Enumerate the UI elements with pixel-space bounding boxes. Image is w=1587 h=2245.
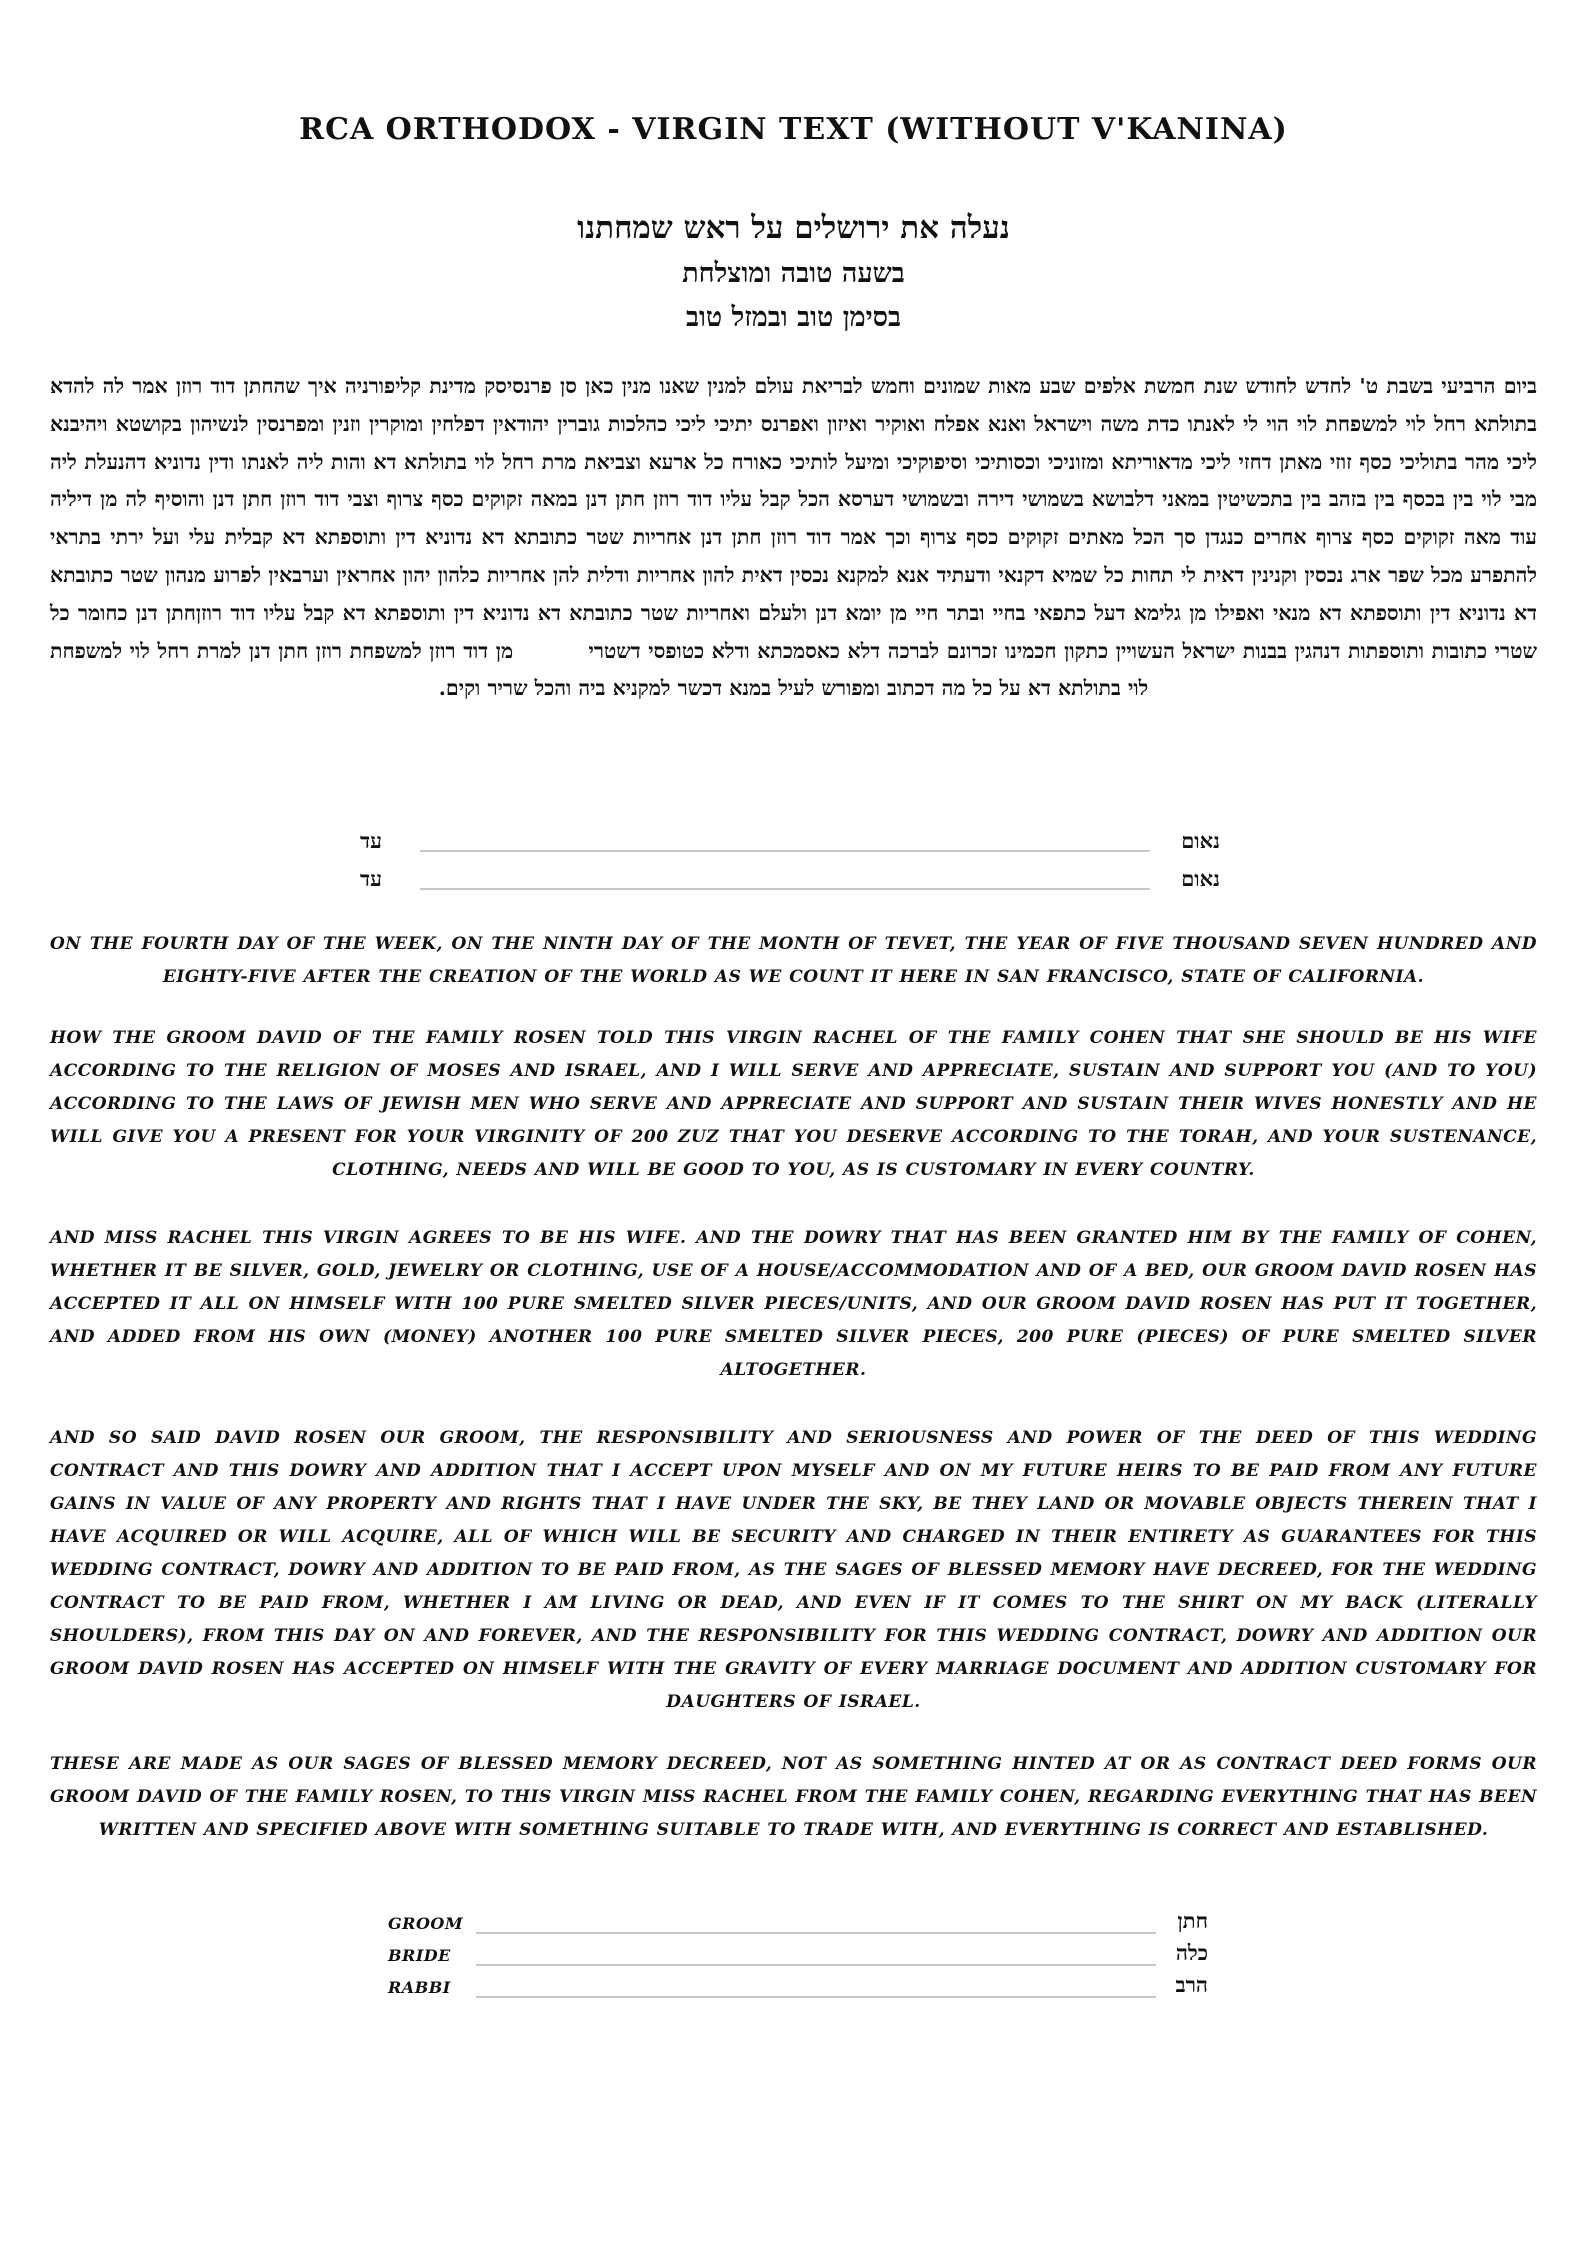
rabbi-signature-line[interactable] <box>476 1996 1156 1998</box>
signature-label-hebrew: הרב <box>1175 1972 1208 1997</box>
english-paragraph-closing: THESE ARE MADE AS OUR SAGES OF BLESSED MEMORY DECREED, NOT AS SOMETHING HINTED AT OR AS CONTRACT DEED FORMS OUR GROOM DAVID OF THE FAMILY ROSEN, TO THIS VIRGIN MISS RACHEL FROM THE FAMILY COHEN, REGARDING EVERYTHING THAT HAS BEEN WRITTEN AND SPECIFIED ABOVE WITH SOMETHING SUITABLE TO TRADE WITH, AND EVERYTHING IS CORRECT AND ESTABLISHED. <box>50 1754 1537 1840</box>
hebrew-body-tail: מן דוד רוזן למשפחת רוזן חתן דנן למרת רחל לוי למשפחת לוי בתולתא דא על כל מה דכתוב ומפורש לעיל במנא דכשר למקניא ביה והכל שריר וקים. <box>50 638 1149 701</box>
hebrew-heading-line-3: בסימן טוב ובמזל טוב <box>685 302 902 333</box>
english-paragraph-dowry: AND MISS RACHEL THIS VIRGIN AGREES TO BE HIS WIFE. AND THE DOWRY THAT HAS BEEN GRANTED HIM BY THE FAMILY OF COHEN, WHETHER IT BE SILVER, GOLD, JEWELRY OR CLOTHING, USE OF A HOUSE/ACCOMMODATION AND OF A BED, OUR GROOM DAVID ROSEN HAS ACCEPTED IT ALL ON HIMSELF WITH 100 PURE SMELTED SILVER PIECES/UNITS, AND OUR GROOM DAVID ROSEN HAS PUT IT TOGETHER, AND ADDED FROM HIS OWN (MONEY) ANOTHER 100 PURE SMELTED SILVER PIECES, 200 PURE (PIECES) OF PURE SMELTED SILVER ALTOGETHER. <box>50 1228 1537 1380</box>
english-paragraph-date: ON THE FOURTH DAY OF THE WEEK, ON THE NINTH DAY OF THE MONTH OF TEVET, THE YEAR OF FIVE THOUSAND SEVEN HUNDRED AND EIGHTY-FIVE AFTER THE CREATION OF THE WORLD AS WE COUNT IT HERE IN SAN FRANCISCO, STATE OF CALIFORNIA. <box>50 934 1537 987</box>
witness-name-label: נאום <box>1181 866 1220 891</box>
hebrew-heading-line-2: בשעה טובה ומוצלחת <box>682 258 905 289</box>
signature-label-hebrew: כלה <box>1175 1940 1208 1965</box>
signature-label-english: BRIDE <box>388 1946 451 1965</box>
english-paragraph-responsibility: AND SO SAID DAVID ROSEN OUR GROOM, THE RESPONSIBILITY AND SERIOUSNESS AND POWER OF THE DEED OF THIS WEDDING CONTRACT AND THIS DOWRY AND ADDITION THAT I ACCEPT UPON MYSELF AND ON MY FUTURE HEIRS TO BE PAID FROM ANY FUTURE GAINS IN VALUE OF ANY PROPERTY AND RIGHTS THAT I HAVE UNDER THE SKY, BE THEY LAND OR MOVABLE OBJECTS THEREIN THAT I HAVE ACQUIRED OR WILL ACQUIRE, ALL OF WHICH WILL BE SECURITY AND CHARGED IN THEIR ENTIRETY AS GUARANTEES FOR THIS WEDDING CONTRACT, DOWRY AND ADDITION TO BE PAID FROM, AS THE SAGES OF BLESSED MEMORY HAVE DECREED, FOR THE WEDDING CONTRACT TO BE PAID FROM, WHETHER I AM LIVING OR DEAD, AND EVEN IF IT COMES TO THE SHIRT ON MY BACK (LITERALLY SHOULDERS), FROM THIS DAY ON AND FOREVER, AND THE RESPONSIBILITY FOR THIS WEDDING CONTRACT, DOWRY AND ADDITION OUR GROOM DAVID ROSEN HAS ACCEPTED ON HIMSELF WITH THE GRAVITY OF EVERY MARRIAGE DOCUMENT AND ADDITION CUSTOMARY FOR DAUGHTERS OF ISRAEL. <box>50 1428 1537 1712</box>
witness-signature-line[interactable] <box>420 850 1150 852</box>
signature-label-hebrew: חתן <box>1177 1908 1208 1933</box>
document-title: RCA ORTHODOX - VIRGIN TEXT (WITHOUT V'KANINA) <box>299 112 1288 147</box>
hebrew-heading-line-1: נעלה את ירושלים על ראש שמחתנו <box>577 210 1010 246</box>
signature-label-english: GROOM <box>388 1914 464 1933</box>
witness-label: עד <box>360 828 382 853</box>
bride-signature-line[interactable] <box>476 1964 1156 1966</box>
signature-label-english: RABBI <box>388 1978 451 1997</box>
english-paragraph-proposal: HOW THE GROOM DAVID OF THE FAMILY ROSEN TOLD THIS VIRGIN RACHEL OF THE FAMILY COHEN THAT SHE SHOULD BE HIS WIFE ACCORDING TO THE RELIGION OF MOSES AND ISRAEL, AND I WILL SERVE AND APPRECIATE, SUSTAIN AND SUPPORT YOU (AND TO YOU) ACCORDING TO THE LAWS OF JEWISH MEN WHO SERVE AND APPRECIATE AND SUPPORT AND SUSTAIN THEIR WIVES HONESTLY AND HE WILL GIVE YOU A PRESENT FOR YOUR VIRGINITY OF 200 ZUZ THAT YOU DESERVE ACCORDING TO THE TORAH, AND YOUR SUSTENANCE, CLOTHING, NEEDS AND WILL BE GOOD TO YOU, AS IS CUSTOMARY IN EVERY COUNTRY. <box>50 1028 1537 1180</box>
witness-label: עד <box>360 866 382 891</box>
groom-signature-line[interactable] <box>476 1932 1156 1934</box>
witness-line-1 <box>360 828 1220 856</box>
signature-row-bride <box>388 1940 1208 1970</box>
witness-line-2 <box>360 866 1220 894</box>
hebrew-body-text <box>50 368 1537 708</box>
signature-row-rabbi <box>388 1972 1208 2002</box>
signature-row-groom <box>388 1908 1208 1938</box>
hebrew-body-main: ביום הרביעי בשבת ט' לחדש לחודש שנת חמשת אלפים שבע מאות שמונים וחמש לבריאת עולם למנין שאנו מנין כאן סן פרנסיסק מדינת קליפורניה איך שהחתן דוד רוזן אמר לה להדא בתולתא רחל לוי למשפחת לוי הוי לי לאנתו כדת משה וישראל ואנא אפלח ואוקיר ואיזון ואפרנס יתיכי ליכי כהלכות גוברין יהודאין דפלחין ומוקרין וזנין ומפרנסין לנשיהון בקושטא ויהיבנא ליכי מהר בתוליכי כסף זוזי מאתן דחזי ליכי מדאוריתא ומזוניכי וכסותיכי וסיפוקיכי ומיעל לותיכי כאורח כל ארעא וצביאת מרת רחל לוי בתולתא דא והות ליה לאנתו ודין נדוניא דהנעלת ליה מבי לוי בין בכסף בין בזהב בין בתכשיטין במאני דלבושא בשמושי דירה ובשמושי דערסא הכל קבל עליו דוד רוזן חתן דנן במאה זקוקים כסף צרוף וצבי דוד רוזן חתן דנן והוסיף לה מן דיליה עוד מאה זקוקים כסף צרוף אחרים כנגדן סך הכל מאתים זקוקים כסף צרוף וכך אמר דוד רוזן חתן דנן אחריות שטר כתובתא דא נדוניא דין ותוספתא דא קבלית עלי ועל ירתי בתראי להתפרע מכל שפר ארג נכסין וקנינין דאית לי תחות כל שמיא דקנאי ודעתיד אנא למקנא נכסין דאית להון אחריות ודלית להן אחריות כלהון יהון אחראין וערבאין לפרוע מנהון שטר כתובתא דא נדוניא דין ותוספתא דא מנאי ואפילו מן גלימא דעל כתפאי בחיי ובתר חיי מן יומא דנן ולעלם ואחריות שטר כתובתא דא נדוניא דין ותוספתא דא קבל עליו דוד רוזןחתן דנן כחומר כל שטרי כתובות ותוספתות דנהגין בבנות ישראל העשויין כתקון חכמינו זכרונם לברכה דלא כאסמכתא ודלא כטופסי דשטרי <box>50 374 1538 663</box>
witness-name-label: נאום <box>1181 828 1220 853</box>
witness-signature-line[interactable] <box>420 888 1150 890</box>
